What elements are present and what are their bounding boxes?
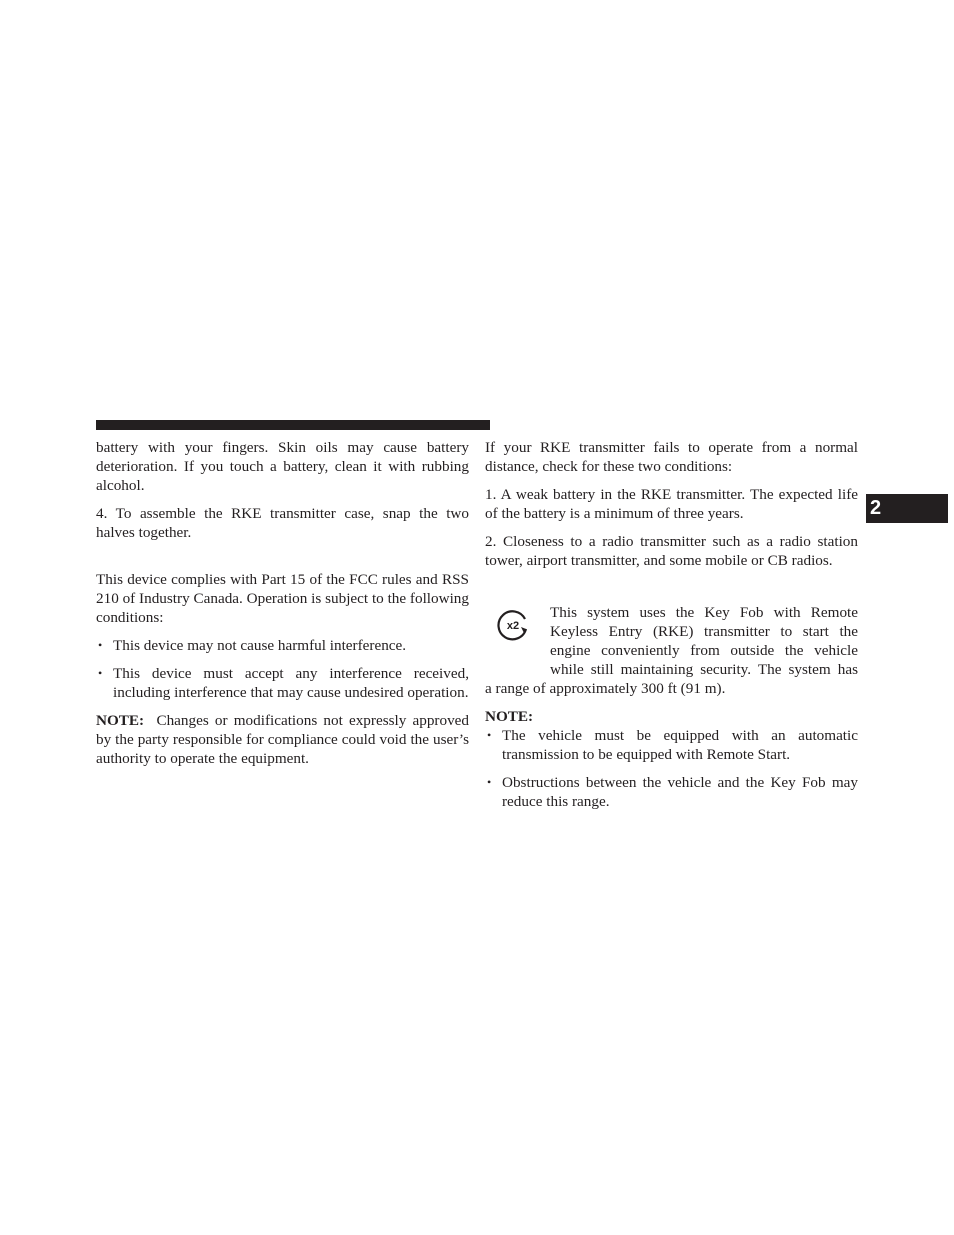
remote-start-range: a range of approximately 300 ft (91 m). <box>485 680 726 697</box>
chapter-tab: 2 <box>866 494 948 523</box>
remote-start-line: while still maintaining security. The system has <box>550 661 858 678</box>
list-item: • The vehicle must be equipped with an automatic transmission to be equipped with Remote Start. <box>485 726 858 764</box>
remote-start-note-list <box>485 726 858 811</box>
weak-battery-paragraph: 1. A weak battery in the RKE transmitter. The expected life of the battery is a minimum of three years. <box>485 486 858 522</box>
assemble-step-paragraph: 4. To assemble the RKE transmitter case, snap the two halves together. <box>96 505 469 541</box>
rke-failure-paragraph: If your RKE transmitter fails to operate from a normal distance, check for these two conditions: <box>485 439 858 475</box>
fcc-compliance-paragraph: This device complies with Part 15 of the FCC rules and RSS 210 of Industry Canada. Operation is subject to the following conditions: <box>96 571 469 626</box>
section-header-rule <box>96 420 490 430</box>
note-text: Changes or modifications not expressly approved by the party responsible for compliance could void the user’s authority to operate the equipment. <box>96 712 469 767</box>
remote-start-line: Keyless Entry (RKE) transmitter to start the <box>550 623 858 640</box>
remote-start-line: This system uses the Key Fob with Remote <box>550 604 858 621</box>
left-column <box>96 438 469 768</box>
right-column <box>485 438 858 820</box>
remote-start-icon <box>495 607 531 643</box>
fcc-note-paragraph <box>96 711 469 768</box>
list-item: • This device must accept any interference received, including interference that may cause undesired operation. <box>96 664 469 702</box>
remote-start-section <box>485 603 858 698</box>
remote-start-description <box>485 603 858 679</box>
radio-closeness-paragraph: 2. Closeness to a radio transmitter such as a radio station tower, airport transmitter, and some mobile or CB radios. <box>485 533 858 569</box>
remote-start-line: engine conveniently from outside the vehicle <box>550 642 858 659</box>
list-item: • Obstructions between the vehicle and the Key Fob may reduce this range. <box>485 773 858 811</box>
fcc-conditions-list <box>96 636 469 702</box>
remote-start-icon-label: x2 <box>506 620 520 632</box>
list-item: • This device may not cause harmful interference. <box>96 636 469 655</box>
remote-start-note-label: NOTE: <box>485 708 534 725</box>
note-label: NOTE: <box>96 712 145 729</box>
battery-care-paragraph: battery with your fingers. Skin oils may cause battery deterioration. If you touch a battery, clean it with rubbing alcohol. <box>96 439 469 494</box>
